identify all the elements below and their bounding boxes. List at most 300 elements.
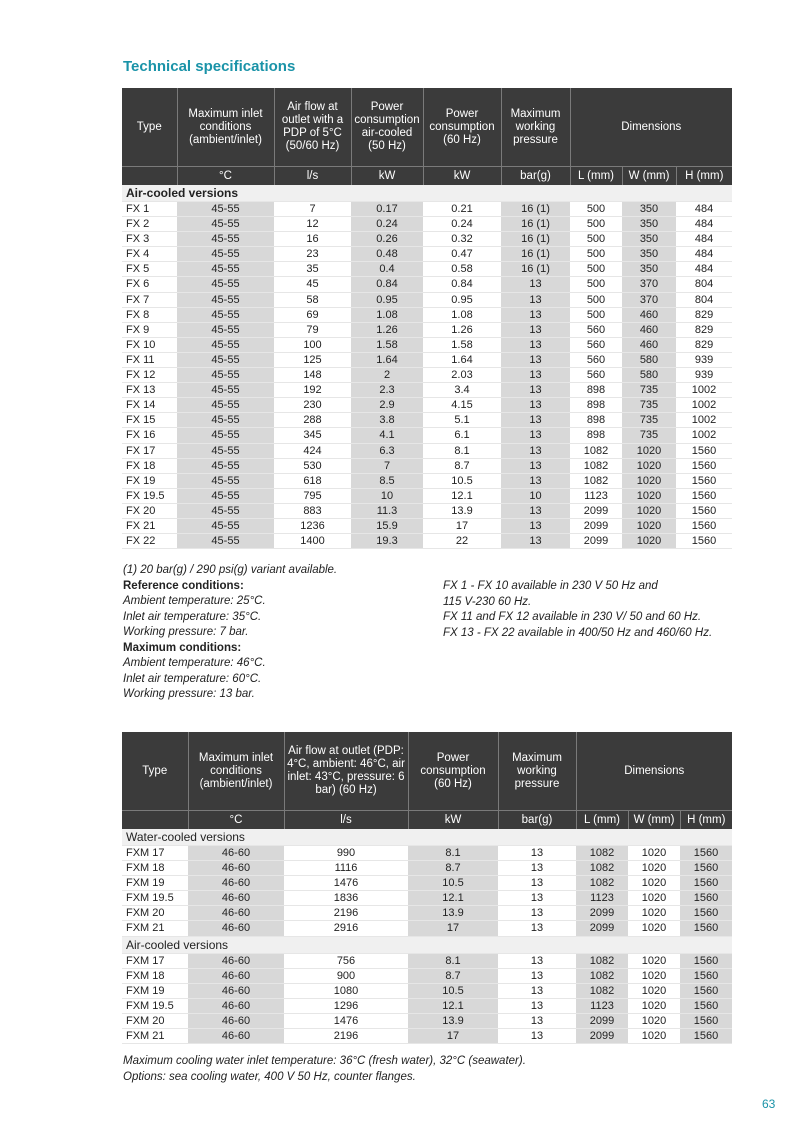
table-cell: 10.5 [408,876,498,891]
table-cell: 45-55 [177,337,274,352]
table-cell: 1020 [628,876,680,891]
table-cell: FX 19.5 [122,488,177,503]
table-cell: 8.7 [408,968,498,983]
table-cell: 16 (1) [501,262,570,277]
table-cell: 0.58 [423,262,501,277]
table-cell: 13 [501,503,570,518]
table-cell: 484 [676,217,732,232]
table-cell: 804 [676,277,732,292]
table-cell: FXM 19 [122,983,188,998]
table-cell: 1560 [680,921,732,936]
unit-pressure: bar(g) [501,167,570,186]
table-cell: 898 [570,428,622,443]
table-cell: 1116 [284,861,408,876]
table-row [122,891,732,906]
table-cell: 46-60 [188,861,284,876]
table-cell: 350 [622,217,676,232]
table-cell: 500 [570,262,622,277]
table-cell: FX 13 [122,383,177,398]
table-cell: 560 [570,368,622,383]
table-cell: 1020 [628,861,680,876]
table-cell: 13 [498,1029,576,1044]
table-cell: 829 [676,307,732,322]
unit-type [122,167,177,186]
table-cell: 13 [501,398,570,413]
table-cell: 8.1 [423,443,501,458]
table-cell: 1082 [570,473,622,488]
table-cell: 424 [274,443,351,458]
table-row [122,443,732,458]
table-cell: 35 [274,262,351,277]
table-cell: 460 [622,337,676,352]
unit-airflow: l/s [284,811,408,830]
table-cell: 13.9 [423,503,501,518]
table-cell: 8.1 [408,846,498,861]
table-cell: 0.84 [351,277,423,292]
table-unit-row [122,167,732,186]
note-line: (1) 20 bar(g) / 290 psi(g) variant available. [123,564,338,576]
table-cell: 2099 [576,906,628,921]
table-cell: 1082 [570,458,622,473]
table-cell: 45-55 [177,473,274,488]
table-cell: 45-55 [177,488,274,503]
table-cell: FX 3 [122,232,177,247]
table-cell: 1020 [628,1013,680,1028]
table-cell: 460 [622,322,676,337]
table-cell: 13 [498,876,576,891]
table-cell: 0.21 [423,202,501,217]
table-cell: 1.64 [423,352,501,367]
note-heading: Reference conditions: [123,579,244,592]
note-line: Working pressure: 7 bar. [123,626,249,638]
table-cell: 4.1 [351,428,423,443]
table-cell: FXM 20 [122,906,188,921]
table-cell: 12.1 [408,998,498,1013]
table-cell: 1123 [576,891,628,906]
table-cell: 1020 [622,443,676,458]
table-cell: FX 18 [122,458,177,473]
table-cell: 13 [501,443,570,458]
unit-power-60: kW [408,811,498,830]
table-row [122,1029,732,1044]
table-cell: 2.03 [423,368,501,383]
table-cell: 148 [274,368,351,383]
table-cell: 580 [622,368,676,383]
table-cell: 17 [408,1029,498,1044]
table-cell: 1082 [576,983,628,998]
table-cell: 45-55 [177,443,274,458]
unit-airflow: l/s [274,167,351,186]
table-cell: 46-60 [188,983,284,998]
table-cell: 69 [274,307,351,322]
table-cell: FX 17 [122,443,177,458]
table-cell: 1.58 [423,337,501,352]
table-cell: FXM 17 [122,846,188,861]
table-cell: 46-60 [188,906,284,921]
table-cell: 13.9 [408,906,498,921]
note-heading: Maximum conditions: [123,641,242,654]
table-cell: 735 [622,428,676,443]
table-cell: 13 [501,322,570,337]
table-cell: 13 [501,473,570,488]
table-cell: 8.5 [351,473,423,488]
table-cell: 345 [274,428,351,443]
table-cell: 7 [274,202,351,217]
table-cell: 1082 [576,876,628,891]
table-cell: 1123 [570,488,622,503]
table-cell: 4.15 [423,398,501,413]
table-cell: FX 11 [122,352,177,367]
table-cell: 1560 [676,518,732,533]
table-cell: 560 [570,322,622,337]
table-cell: 0.47 [423,247,501,262]
table-unit-row [122,811,732,830]
table-cell: 560 [570,352,622,367]
specs-table-fxm [122,732,732,1044]
table-cell: FX 9 [122,322,177,337]
table-cell: 1020 [628,953,680,968]
table-cell: 735 [622,398,676,413]
table-cell: 13 [498,906,576,921]
table-cell: 46-60 [188,998,284,1013]
table-cell: 1476 [284,1013,408,1028]
table-cell: 2.3 [351,383,423,398]
table-row [122,247,732,262]
page-number: 63 [762,1097,776,1111]
table-cell: 46-60 [188,876,284,891]
table-cell: 898 [570,398,622,413]
table-cell: 370 [622,277,676,292]
table-row [122,277,732,292]
table-cell: 45-55 [177,202,274,217]
table-cell: 46-60 [188,968,284,983]
table-cell: 13 [498,998,576,1013]
table-cell: 1.26 [423,322,501,337]
table-cell: 45-55 [177,307,274,322]
table-cell: 1020 [628,1029,680,1044]
table-row [122,307,732,322]
table-cell: 10.5 [423,473,501,488]
section-label: Air-cooled versions [122,936,732,953]
table-cell: 2099 [570,518,622,533]
table-row [122,953,732,968]
col-header-pressure: Maximum working pressure [498,732,576,811]
section-row [122,185,732,202]
table-cell: 500 [570,232,622,247]
table-cell: 1476 [284,876,408,891]
page-title: Technical specifications [123,58,296,75]
section-label: Air-cooled versions [122,185,732,202]
table-cell: 13 [498,953,576,968]
table-cell: 45-55 [177,428,274,443]
table-cell: 1560 [676,443,732,458]
note-line: FX 1 - FX 10 available in 230 V 50 Hz and [443,580,658,592]
notes-reference-conditions [123,563,423,703]
table-row [122,983,732,998]
table-cell: 45 [274,277,351,292]
table-cell: 16 (1) [501,217,570,232]
table-cell: 13 [498,983,576,998]
table-cell: 1020 [628,846,680,861]
col-header-dimensions: Dimensions [570,88,732,167]
table-cell: 45-55 [177,247,274,262]
table-cell: 12.1 [423,488,501,503]
table-cell: 46-60 [188,1029,284,1044]
section-label: Water-cooled versions [122,829,732,846]
table-cell: 16 (1) [501,247,570,262]
table-cell: FXM 21 [122,921,188,936]
note-line: Ambient temperature: 46°C. [123,657,266,669]
unit-length: L (mm) [570,167,622,186]
table-cell: 1002 [676,398,732,413]
table-row [122,262,732,277]
table-cell: 45-55 [177,503,274,518]
table-cell: 45-55 [177,518,274,533]
table-cell: 500 [570,277,622,292]
table-row [122,398,732,413]
table-row [122,368,732,383]
table-cell: FXM 19.5 [122,891,188,906]
table-cell: 6.3 [351,443,423,458]
table-row [122,876,732,891]
footer-note-line: Maximum cooling water inlet temperature: 36°C (fresh water), 32°C (seawater). [123,1055,526,1067]
unit-pressure: bar(g) [498,811,576,830]
table-cell: 530 [274,458,351,473]
table-cell: FX 1 [122,202,177,217]
table-cell: 13 [501,428,570,443]
table-cell: FXM 18 [122,968,188,983]
note-line: FX 13 - FX 22 available in 400/50 Hz and 460/60 Hz. [443,626,713,639]
table-cell: 1020 [628,968,680,983]
table-cell: 45-55 [177,232,274,247]
table-row [122,322,732,337]
col-header-inlet: Maximum inlet conditions (ambient/inlet) [177,88,274,167]
table-cell: FX 12 [122,368,177,383]
table-cell: 1560 [680,953,732,968]
table-cell: 16 (1) [501,232,570,247]
table-row [122,518,732,533]
table-cell: 45-55 [177,262,274,277]
table-cell: FX 19 [122,473,177,488]
section-row [122,936,732,953]
table-cell: 1236 [274,518,351,533]
table-cell: 560 [570,337,622,352]
table-cell: 1082 [576,968,628,983]
table-cell: 45-55 [177,398,274,413]
table-cell: 370 [622,292,676,307]
table-cell: 22 [423,534,501,549]
table-cell: 1020 [622,534,676,549]
table-cell: 1560 [676,534,732,549]
table-cell: 618 [274,473,351,488]
table-row [122,383,732,398]
table-cell: 2099 [576,921,628,936]
table-cell: 1082 [576,846,628,861]
table-cell: 1560 [680,983,732,998]
table-cell: 3.4 [423,383,501,398]
table-cell: 1.08 [423,307,501,322]
table-cell: 500 [570,247,622,262]
note-line: Working pressure: 13 bar. [123,688,255,700]
table-cell: FXM 17 [122,953,188,968]
table-cell: 2.9 [351,398,423,413]
table-cell: 12 [274,217,351,232]
unit-height: H (mm) [676,167,732,186]
table-cell: FX 7 [122,292,177,307]
table-cell: 484 [676,262,732,277]
table-cell: 46-60 [188,891,284,906]
table-cell: 8.1 [408,953,498,968]
table-row [122,968,732,983]
table-cell: 45-55 [177,458,274,473]
table-cell: 230 [274,398,351,413]
table-cell: 1560 [680,1029,732,1044]
table-cell: 350 [622,262,676,277]
table-cell: 1560 [680,891,732,906]
table-cell: 13 [501,292,570,307]
table-cell: 10 [351,488,423,503]
table-cell: 1296 [284,998,408,1013]
table-cell: 1082 [570,443,622,458]
table-cell: 1560 [680,876,732,891]
table-cell: 2099 [570,534,622,549]
table-cell: 8.7 [408,861,498,876]
table-cell: 990 [284,846,408,861]
table-cell: 1020 [622,488,676,503]
specs-table-fx [122,88,732,549]
table-cell: 1123 [576,998,628,1013]
table-cell: FXM 19 [122,876,188,891]
table-cell: 0.95 [423,292,501,307]
table-cell: 900 [284,968,408,983]
table-cell: 829 [676,322,732,337]
table-cell: 0.26 [351,232,423,247]
table-cell: 1002 [676,428,732,443]
table-cell: 2099 [576,1029,628,1044]
unit-width: W (mm) [628,811,680,830]
table-cell: 46-60 [188,1013,284,1028]
table-cell: 13 [501,383,570,398]
table-cell: 1560 [680,998,732,1013]
table-cell: FX 15 [122,413,177,428]
col-header-type: Type [122,88,177,167]
table-cell: 192 [274,383,351,398]
col-header-power-air: Power consumption air-cooled (50 Hz) [351,88,423,167]
table-row [122,292,732,307]
table-row [122,352,732,367]
table-cell: 288 [274,413,351,428]
table-cell: 6.1 [423,428,501,443]
table-row [122,488,732,503]
table-cell: 79 [274,322,351,337]
table-cell: 350 [622,202,676,217]
unit-power-60: kW [423,167,501,186]
table-cell: 45-55 [177,352,274,367]
table-cell: 0.24 [423,217,501,232]
table-row [122,921,732,936]
table-row [122,217,732,232]
table-cell: 898 [570,383,622,398]
note-line: Inlet air temperature: 60°C. [123,672,262,685]
table-cell: 460 [622,307,676,322]
table-cell: FX 16 [122,428,177,443]
table-cell: 2196 [284,906,408,921]
table-cell: 13 [498,1013,576,1028]
table-cell: 12.1 [408,891,498,906]
col-header-airflow: Air flow at outlet (PDP: 4°C, ambient: 46°C, air inlet: 43°C, pressure: 6 bar) (60 Hz) [284,732,408,811]
table-cell: FXM 21 [122,1029,188,1044]
table-cell: FX 21 [122,518,177,533]
unit-length: L (mm) [576,811,628,830]
table-cell: FX 5 [122,262,177,277]
table-row [122,503,732,518]
table-cell: 13 [498,846,576,861]
table-cell: FX 22 [122,534,177,549]
table-cell: 580 [622,352,676,367]
table-cell: 1560 [676,458,732,473]
table-cell: 1020 [628,906,680,921]
table-cell: 13 [498,968,576,983]
table-cell: 45-55 [177,292,274,307]
table-cell: 13.9 [408,1013,498,1028]
table-cell: 2916 [284,921,408,936]
table-cell: 0.17 [351,202,423,217]
table-cell: 1.58 [351,337,423,352]
table-cell: 829 [676,337,732,352]
table-cell: 1836 [284,891,408,906]
table-cell: 1560 [680,861,732,876]
table-cell: 795 [274,488,351,503]
table-cell: 1560 [680,968,732,983]
table-row [122,458,732,473]
table-cell: 1082 [576,953,628,968]
table-header-row [122,732,732,811]
table-cell: 19.3 [351,534,423,549]
table-cell: 13 [501,413,570,428]
col-header-type: Type [122,732,188,811]
table-cell: FX 6 [122,277,177,292]
table-cell: 5.1 [423,413,501,428]
table-cell: 3.8 [351,413,423,428]
table-cell: 735 [622,383,676,398]
table-cell: 0.84 [423,277,501,292]
table-cell: 1082 [576,861,628,876]
table-cell: FX 4 [122,247,177,262]
table-cell: 1020 [622,503,676,518]
table-cell: 13 [501,518,570,533]
table-cell: 1560 [676,503,732,518]
table-cell: FXM 19.5 [122,998,188,1013]
table-cell: 484 [676,202,732,217]
table-cell: 500 [570,217,622,232]
table-row [122,473,732,488]
unit-inlet: °C [177,167,274,186]
table-cell: 898 [570,413,622,428]
table-cell: FXM 20 [122,1013,188,1028]
table-cell: 1020 [628,891,680,906]
table-cell: 1560 [680,1013,732,1028]
table-row [122,998,732,1013]
table-cell: 1020 [628,983,680,998]
col-header-airflow: Air flow at outlet with a PDP of 5°C (50/60 Hz) [274,88,351,167]
col-header-dimensions: Dimensions [576,732,732,811]
table-cell: 0.32 [423,232,501,247]
table-cell: 1400 [274,534,351,549]
table-cell: 45-55 [177,277,274,292]
table-cell: 350 [622,232,676,247]
table-cell: 15.9 [351,518,423,533]
table-cell: 10 [501,488,570,503]
